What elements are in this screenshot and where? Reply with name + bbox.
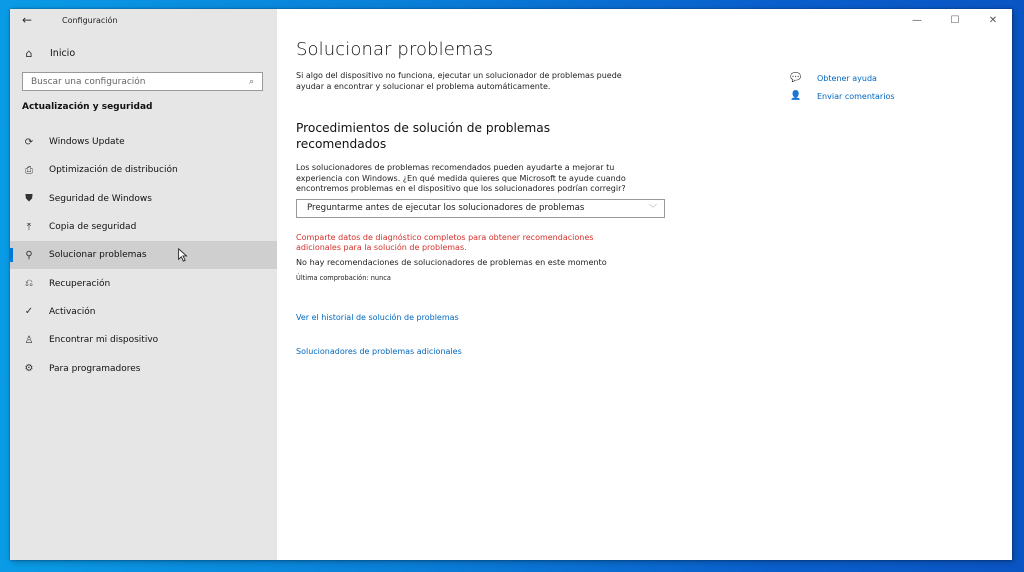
sidebar-item-label: Recuperación — [49, 278, 111, 289]
home-label: Inicio — [50, 48, 76, 59]
help-panel — [789, 69, 895, 105]
sidebar-item-windows-security[interactable] — [10, 185, 277, 213]
back-button[interactable] — [12, 9, 42, 31]
chevron-down-icon: ﹀ — [649, 203, 657, 213]
page-title: Solucionar problemas — [296, 39, 494, 60]
settings-window — [10, 9, 1012, 560]
sidebar-item-activation[interactable] — [10, 298, 277, 326]
back-arrow-icon: ← — [21, 13, 33, 27]
sidebar-item-label: Para programadores — [49, 363, 141, 374]
sidebar-item-label: Optimización de distribución — [49, 165, 178, 176]
sidebar-item-delivery-optimization[interactable] — [10, 156, 277, 184]
check-circle-icon: ✓ — [24, 306, 34, 318]
last-check-text: Última comprobación: nunca — [296, 273, 391, 282]
title-bar — [10, 9, 277, 31]
sidebar-nav — [10, 128, 277, 383]
content-area — [296, 39, 676, 356]
feedback-icon: 👤 — [790, 91, 802, 101]
main-panel — [277, 9, 1012, 560]
sidebar-item-backup[interactable] — [10, 213, 277, 241]
sidebar-item-label: Seguridad de Windows — [49, 193, 152, 204]
recommended-heading: Procedimientos de solución de problemas recomendados — [296, 121, 551, 151]
chat-help-icon: 💬 — [790, 73, 802, 83]
sidebar-item-windows-update[interactable] — [10, 128, 277, 156]
close-icon: ✕ — [988, 14, 998, 26]
sidebar-item-find-my-device[interactable] — [10, 326, 277, 354]
delivery-icon: ⎙ — [25, 164, 33, 176]
recommended-description: Los solucionadores de problemas recomendados pueden ayudarte a mejorar tu experiencia con Windows. ¿En qué medida quieres que Microsoft te ayude cuando encontremos problemas en el dispositivo que los solucionadores podrían corregir? — [296, 163, 626, 194]
get-help-link[interactable] — [789, 69, 895, 87]
maximize-icon: ☐ — [950, 14, 960, 26]
help-label: Enviar comentarios — [817, 91, 895, 101]
refresh-icon: ⟳ — [24, 136, 34, 148]
page-description: Si algo del dispositivo no funciona, ejecutar un solucionador de problemas puede ayudar a encontrar y solucionar el problema automáticamente. — [296, 71, 622, 91]
sidebar-item-label: Activación — [49, 306, 96, 317]
sidebar-item-home[interactable] — [22, 47, 75, 60]
minimize-icon: — — [912, 14, 922, 26]
sidebar-item-developers[interactable] — [10, 354, 277, 382]
sidebar-item-recovery[interactable] — [10, 269, 277, 297]
additional-troubleshooters-link[interactable]: Solucionadores de problemas adicionales — [296, 346, 462, 356]
recovery-icon: ⎌ — [25, 278, 33, 290]
sidebar-item-label: Encontrar mi dispositivo — [49, 335, 159, 346]
sidebar — [10, 9, 277, 560]
search-placeholder: Buscar una configuración — [31, 76, 146, 87]
window-controls — [898, 9, 1012, 31]
shield-icon: ⛊ — [25, 193, 33, 205]
sidebar-item-label: Copia de seguridad — [49, 222, 137, 233]
section-title: Actualización y seguridad — [22, 102, 153, 112]
maximize-button[interactable] — [936, 9, 974, 31]
wrench-icon: ⚲ — [25, 249, 33, 261]
close-button[interactable] — [974, 9, 1012, 31]
no-recommendations-text: No hay recomendaciones de solucionadores de problemas en este momento — [296, 256, 607, 267]
developer-tools-icon: ⚙ — [24, 363, 34, 375]
sidebar-item-troubleshoot[interactable] — [10, 241, 277, 269]
upload-icon: ⤒ — [26, 221, 32, 233]
sidebar-item-label: Windows Update — [49, 137, 125, 148]
view-history-link[interactable]: Ver el historial de solución de problemas — [296, 312, 459, 322]
home-icon: ⌂ — [25, 47, 33, 60]
app-title: Configuración — [62, 15, 118, 25]
search-icon: ⌕ — [248, 76, 254, 87]
dropdown-value: Preguntarme antes de ejecutar los solucionadores de problemas — [307, 203, 585, 214]
minimize-button[interactable] — [898, 9, 936, 31]
mouse-cursor-icon — [177, 248, 189, 262]
find-device-icon: ♙ — [24, 334, 34, 346]
troubleshooter-preference-dropdown[interactable] — [296, 199, 665, 218]
send-feedback-link[interactable] — [789, 87, 895, 105]
search-input[interactable] — [22, 72, 263, 91]
sidebar-item-label: Solucionar problemas — [49, 250, 147, 261]
diagnostic-data-link[interactable]: Comparte datos de diagnóstico completos para obtener recomendaciones adicionales para la solución de problemas. — [296, 232, 594, 253]
help-label: Obtener ayuda — [817, 73, 877, 83]
